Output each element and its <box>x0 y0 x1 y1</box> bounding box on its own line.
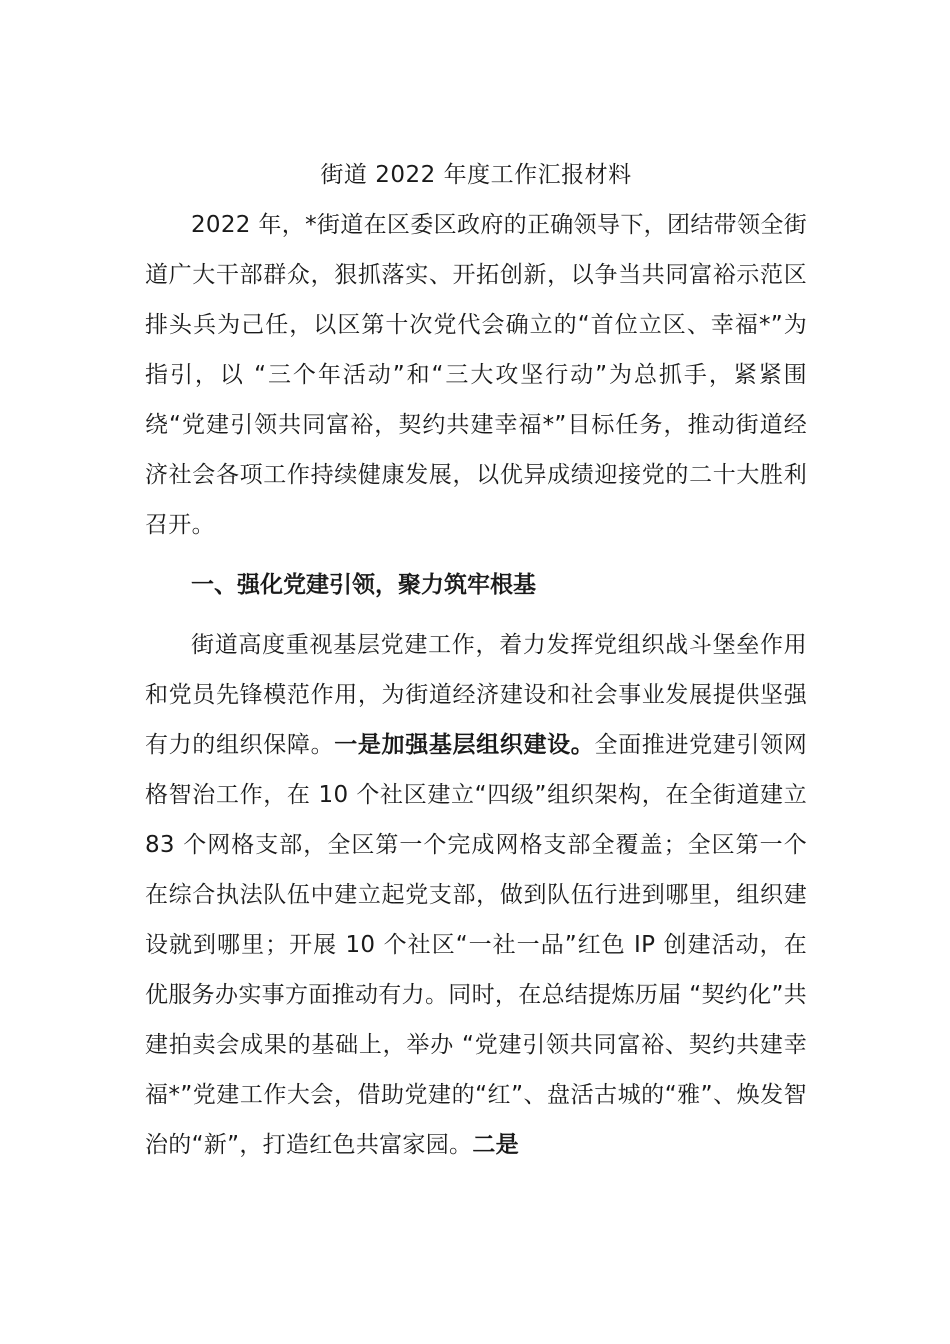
document-page <box>145 150 807 1170</box>
section-1-text-a: 街道高度重视基层党建工作，着力发挥党组织战斗堡垒作用和党员先锋模范作用，为街道经济建设和社会事业发展提供坚强有力的组织保障。 <box>145 632 807 758</box>
section-1-text-b: 全面推进党建引领网格智治工作，在 10 个社区建立“四级”组织架构，在全街道建立 83 个网格支部，全区第一个完成网格支部全覆盖；全区第一个在综合执法队伍中建立起党支部，做到队伍行进到哪里，组织建设就到哪里；开展 10 个社区“一社一品”红色 IP 创建活动，在优服务办实事方面推动有力。同时，在总结提炼历届 “契约化”共建拍卖会成果的基础上，举办 “党建引领共同富裕、契约共建幸福*”党建工作大会，借助党建的“红”、盘活古城的“雅”、焕发智治的“新”，打造红色共富家园。 <box>145 732 807 1158</box>
section-1-bold-b: 二是 <box>472 1132 519 1158</box>
section-1-paragraph <box>145 620 807 1170</box>
document-title: 街道 2022 年度工作汇报材料 <box>320 162 632 188</box>
section-1-heading: 一、强化党建引领，聚力筑牢根基 <box>191 572 536 598</box>
section-1-bold-a: 一是加强基层组织建设。 <box>334 732 595 758</box>
intro-paragraph: 2022 年，*街道在区委区政府的正确领导下，团结带领全街道广大干部群众，狠抓落实、开拓创新，以争当共同富裕示范区排头兵为己任，以区第十次党代会确立的“首位立区、幸福*”为指引，以 “三个年活动”和“三大攻坚行动”为总抓手，紧紧围绕“党建引领共同富裕，契约共建幸福*”目标任务，推动街道经济社会各项工作持续健康发展，以优异成绩迎接党的二十大胜利召开。 <box>145 212 807 538</box>
